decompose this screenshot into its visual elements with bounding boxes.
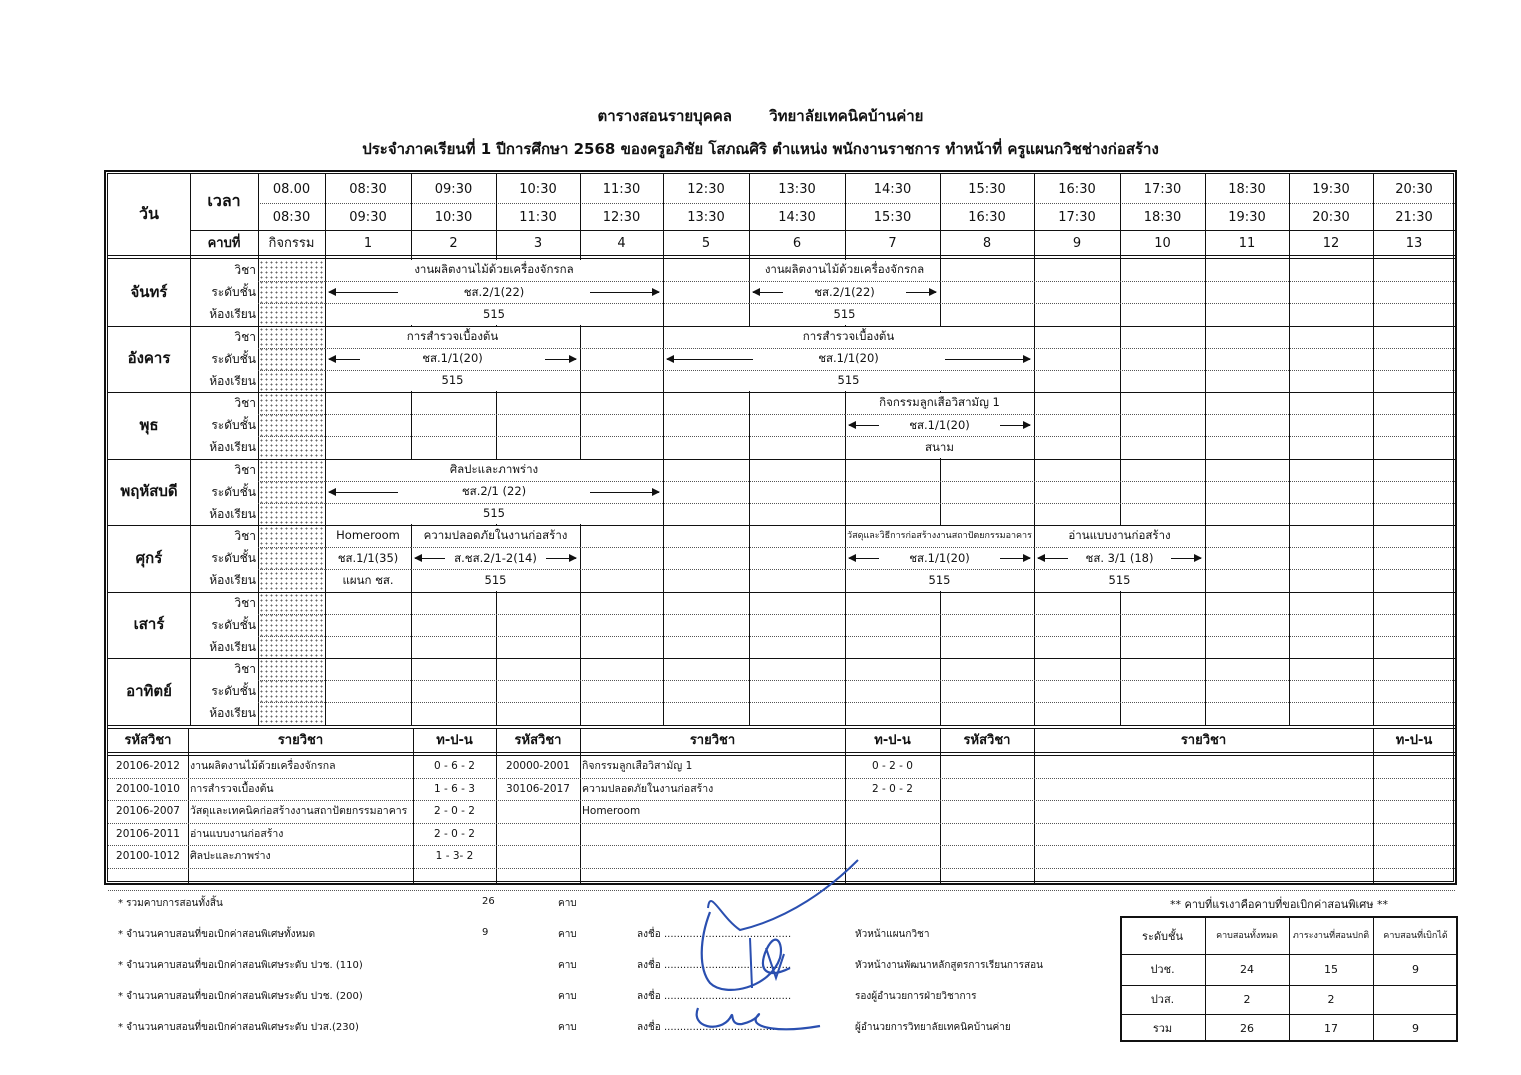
block-subject: อ่านแบบงานก่อสร้าง [1068,528,1171,543]
course-code: 20106-2007 [116,805,180,817]
period-number: 10 [1154,235,1171,251]
block-room: 515 [483,306,505,321]
time-start: 17:30 [1143,181,1182,197]
summary-cell: 2 [1243,993,1251,1006]
time-end: 20:30 [1312,209,1350,225]
block-room: 515 [928,572,951,587]
time-start: 11:30 [602,181,641,197]
row-label: ห้องเรียน [209,506,256,521]
day-name: พฤหัสบดี [120,482,178,501]
footer-sign: ลงชื่อ ........................................ [637,929,792,940]
summary-cell [1373,985,1458,1014]
signature-scribble [680,858,860,1048]
block-level: ชส.2/1(22) [463,284,525,299]
row-label: ห้องเรียน [209,373,256,388]
period-number: 1 [363,235,373,251]
arrow-right [1000,425,1030,426]
period-number: 12 [1322,235,1340,251]
course-code: 20100-1012 [116,850,180,862]
course-header: รายวิชา [1180,732,1227,748]
block-subject: วัสดุและวิธีการก่อสร้างงานสถาปัตยกรรมอาคาร [847,530,1032,541]
summary-cell: 26 [1240,1021,1254,1035]
day-name: เสาร์ [133,615,165,634]
course-header: ท-ป-น [1395,732,1433,748]
arrow-right [590,292,659,293]
time-end: 18:30 [1143,209,1182,225]
shaded-activity-cell [259,526,324,591]
arrow-left [753,292,783,293]
row-label: ห้องเรียน [209,307,256,322]
block-level: ชส.1/1(20) [422,351,483,366]
time-end: 15:30 [873,209,912,225]
block-level: ชส.1/1(20) [909,550,970,565]
row-label: วิชา [234,396,256,411]
activity-header: กิจกรรม [268,235,315,251]
block-subject: ศิลปะและภาพร่าง [449,461,539,476]
footer-sign: ลงชื่อ ........................................ [637,1022,792,1033]
summary-cell: ปวส. [1150,993,1175,1006]
block-subject: Homeroom [336,528,400,543]
dotted-rule [258,702,1455,703]
arrow-left [329,359,360,360]
summary-header: ภาระงานที่สอนปกติ [1292,930,1370,941]
dotted-rule [258,614,1455,615]
arrow-right [1171,558,1201,559]
arrow-right [545,359,576,360]
course-name: อ่านแบบงานก่อสร้าง [190,827,284,840]
grid-rule [580,728,581,883]
block-room: แผนก ชส. [342,572,394,587]
grid-rule [108,255,1455,256]
time-start: 10:30 [519,181,557,197]
course-name: กิจกรรมลูกเสือวิสามัญ 1 [582,760,693,772]
arrow-right [1000,558,1030,559]
row-label: ระดับชั้น [211,285,256,300]
dotted-rule [258,203,1455,204]
summary-cell: 9 [1412,963,1419,976]
day-name: อังคาร [127,349,171,368]
block-room: 515 [441,373,464,388]
dotted-rule [258,680,1455,681]
grid-rule [1289,174,1290,725]
time-start: 14:30 [873,181,912,197]
summary-header: คาบสอนที่เบิกได้ [1383,930,1448,941]
course-header: รหัสวิชา [514,732,562,748]
course-tpn: 2 - 0 - 2 [434,827,475,840]
footer-unit: คาบ [558,898,577,909]
course-code [496,800,580,823]
title-line-2: ประจำภาคเรียนที่ 1 ปีการศึกษา 2568 ของครูอภิชัย โสภณศิริ ตำแหน่ง พนักงานราชการ ทำหน้าที่ ครูแผนกวิชช่างก่อสร้าง [362,140,1159,158]
course-header: รายวิชา [277,732,324,748]
block-room: 515 [1108,572,1131,587]
grid-rule [940,728,941,883]
summary-cell: รวม [1152,1021,1173,1035]
course-header: รหัสวิชา [963,732,1011,748]
summary-cell: 2 [1327,993,1335,1006]
footer-unit: คาบ [558,960,577,971]
grid-rule [1373,174,1374,725]
grid-rule [325,174,326,725]
course-header: ท-ป-น [436,732,473,748]
row-label: ระดับชั้น [211,551,256,566]
summary-cell: 15 [1324,963,1338,976]
period-number: 9 [1072,235,1082,251]
course-tpn: 0 - 6 - 2 [434,760,475,772]
arrow-left [849,425,879,426]
row-label: ระดับชั้น [211,617,256,632]
block-subject: ความปลอดภัยในงานก่อสร้าง [423,528,568,543]
grid-rule [411,174,412,725]
arrow-left [1038,558,1068,559]
time-end: 21:30 [1395,209,1433,225]
day-name: พุธ [139,415,159,434]
block-room: 515 [833,306,856,321]
block-level: ชส.1/1(20) [818,351,879,366]
footer-label: * จำนวนคาบสอนที่ขอเบิกค่าสอนพิเศษทั้งหมด [118,929,316,940]
row-label: วิชา [234,462,256,477]
footer-role: รองผู้อำนวยการฝ่ายวิชาการ [855,991,977,1002]
time-end: 10:30 [434,209,473,225]
arrow-right [906,292,936,293]
day-name: อาทิตย์ [126,681,172,700]
course-tpn: 2 - 0 - 2 [872,782,913,795]
arrow-right [945,359,1031,360]
time-end: 11:30 [519,209,557,225]
block-subject: กิจกรรมลูกเสือวิสามัญ 1 [879,395,1000,410]
shaded-activity-cell [259,327,324,392]
time-header: เวลา [207,191,241,210]
row-label: ห้องเรียน [209,573,256,588]
shaded-activity-cell [259,460,324,525]
summary-cell: ปวช. [1150,963,1175,976]
time-start: 18:30 [1228,181,1266,197]
footer-unit: คาบ [558,929,577,940]
course-name: Homeroom [582,805,641,817]
shaded-activity-cell [259,593,324,658]
footer-role: หัวหน้าแผนกวิชา [855,929,930,940]
arrow-left [329,492,398,493]
grid-rule [1034,174,1035,725]
course-code: 30106-2017 [506,782,570,795]
course-name: ความปลอดภัยในงานก่อสร้าง [582,782,714,795]
time-end: 09:30 [349,209,387,225]
course-tpn: 0 - 2 - 0 [872,760,913,772]
period-number: 4 [617,235,626,251]
period-number: 8 [982,235,992,251]
time-end: 17:30 [1058,209,1096,225]
time-end: 13:30 [687,209,725,225]
course-tpn [845,800,940,823]
period-number: 6 [792,235,802,251]
footer-label: * รวมคาบการสอนทั้งสิ้น [118,898,223,909]
footer-label: * จำนวนคาบสอนที่ขอเบิกค่าสอนพิเศษระดับ ปวช. (110) [118,960,363,971]
course-name: ศิลปะและภาพร่าง [190,850,271,862]
summary-cell: 24 [1240,963,1254,976]
arrow-left [415,558,445,559]
time-start: 13:30 [778,181,816,197]
row-label: ระดับชั้น [211,484,256,499]
block-level: ชส.1/1(20) [909,417,970,432]
arrow-left [329,292,398,293]
course-header: รายวิชา [689,732,736,748]
block-subject: การสำรวจเบื้องต้น [802,328,895,343]
grid-rule [1373,728,1374,883]
course-tpn: 2 - 0 - 2 [434,805,475,817]
arrow-left [849,558,879,559]
time-start: 19:30 [1312,181,1350,197]
row-label: วิชา [234,595,256,610]
course-code: 20106-2012 [116,760,180,772]
grid-rule [663,174,664,725]
row-label: วิชา [234,662,256,677]
dotted-rule [258,636,1455,637]
period-number: 13 [1405,235,1423,251]
time-start: 08:30 [349,181,387,197]
block-subject: งานผลิตงานไม้ด้วยเครื่องจักรกล [414,262,574,277]
arrow-left [667,359,753,360]
day-name: ศุกร์ [135,548,163,567]
time-start: 16:30 [1058,181,1096,197]
row-label: ห้องเรียน [209,440,256,455]
course-name: วัสดุและเทคนิคก่อสร้างงานสถาปัตยกรรมอาคาร [190,805,408,817]
block-level: ชส. 3/1 (18) [1085,550,1154,565]
course-name: การสำรวจเบื้องต้น [190,782,274,795]
shaded-activity-cell [259,260,324,325]
footer-label: * จำนวนคาบสอนที่ขอเบิกค่าสอนพิเศษระดับ ปวช. (200) [118,991,363,1002]
course-code: 20100-1010 [116,782,180,795]
arrow-right [590,492,659,493]
block-room: 515 [483,506,505,521]
summary-header: ระดับชั้น [1142,929,1183,943]
time-start: 08.00 [272,181,311,197]
grid-rule [496,174,497,725]
block-level: ส.ชส.2/1-2(14) [454,550,537,565]
course-tpn: 1 - 6 - 3 [434,782,475,795]
grid-rule [1205,174,1206,725]
course-name: งานผลิตงานไม้ด้วยเครื่องจักรกล [190,760,336,772]
block-subject: งานผลิตงานไม้ด้วยเครื่องจักรกล [764,262,925,277]
footer-role: หัวหน้างานพัฒนาหลักสูตรการเรียนการสอน [855,960,1043,971]
period-number: 11 [1238,235,1256,251]
period-header: คาบที่ [207,235,241,251]
row-label: ห้องเรียน [209,639,256,654]
course-tpn: 1 - 3- 2 [435,850,474,862]
time-start: 20:30 [1395,181,1433,197]
course-header: ท-ป-น [874,732,911,748]
grid-rule [749,174,750,725]
summary-cell: 17 [1324,1021,1338,1035]
day-name: จันทร์ [130,282,168,301]
time-start: 12:30 [687,181,725,197]
grid-rule [190,174,191,725]
time-end: 12:30 [602,209,641,225]
footer-sign: ลงชื่อ ........................................ [637,960,792,971]
footer-unit: คาบ [558,1022,577,1033]
row-label: ระดับชั้น [211,418,256,433]
shaded-activity-cell [259,659,324,724]
row-label: ระดับชั้น [211,684,256,699]
grid-rule [190,230,1455,231]
time-end: 16:30 [968,209,1006,225]
footer-label: * จำนวนคาบสอนที่ขอเบิกค่าสอนพิเศษระดับ ปวส.(230) [118,1022,359,1033]
block-level: ชส.1/1(35) [337,550,399,565]
summary-cell: 9 [1412,1021,1419,1035]
title-line-1 [0,104,1521,128]
block-level: ชส.2/1 (22) [461,484,527,499]
day-header: วัน [139,204,159,223]
course-code: 20000-2001 [506,760,570,772]
row-label: วิชา [234,263,256,278]
footer-unit: คาบ [558,991,577,1002]
period-number: 7 [888,235,897,251]
grid-rule [108,752,1455,753]
footer-role: ผู้อำนวยการวิทยาลัยเทคนิคบ้านค่าย [855,1022,1011,1033]
block-room: 515 [837,373,860,388]
time-end: 14:30 [778,209,816,225]
arrow-right [546,558,576,559]
footer-value: 9 [482,927,489,938]
row-label: ห้องเรียน [209,706,256,721]
time-start: 15:30 [968,181,1006,197]
footer-sign: ลงชื่อ ........................................ [637,991,792,1002]
footer-value: 26 [482,896,495,907]
summary-header: คาบสอนทั้งหมด [1216,930,1278,941]
shaded-activity-cell [259,393,324,458]
row-label: ระดับชั้น [211,351,256,366]
course-code: 20106-2011 [116,827,180,840]
grid-rule [188,728,189,883]
grid-rule [1034,728,1035,883]
time-start: 09:30 [434,181,473,197]
block-room: 515 [484,572,507,587]
title-part: วิทยาลัยเทคนิคบ้านค่าย [769,107,924,125]
period-number: 3 [533,235,543,251]
period-number: 5 [701,235,711,251]
course-header: รหัสวิชา [124,732,172,748]
grid-rule [1120,174,1121,725]
row-label: วิชา [234,329,256,344]
time-end: 08:30 [272,209,311,225]
block-room: สนาม [925,439,954,454]
row-label: วิชา [234,529,256,544]
footer-note: ** คาบที่แรเงาคือคาบที่ขอเบิกค่าสอนพิเศษ ** [1170,898,1388,911]
block-level: ชส.2/1(22) [814,284,875,299]
period-number: 2 [449,235,458,251]
time-end: 19:30 [1228,209,1266,225]
grid-rule [108,725,1455,726]
block-subject: การสำรวจเบื้องต้น [406,328,499,343]
title-part: ตารางสอนรายบุคคล [597,107,732,125]
grid-rule [580,174,581,725]
